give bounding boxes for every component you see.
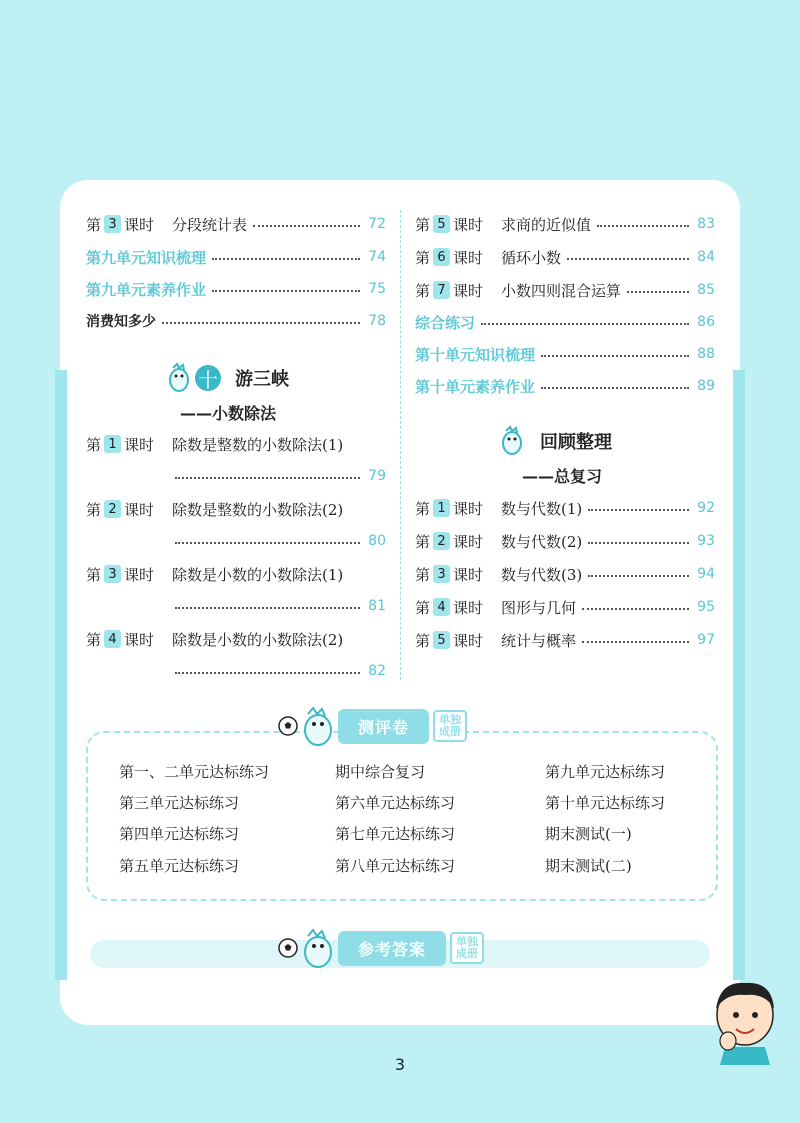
toc-entry[interactable]	[86, 432, 386, 456]
lesson-number-badge: 7	[433, 281, 450, 299]
exam-item[interactable]: 期末测试(二)	[545, 857, 632, 875]
leader-dots	[541, 377, 689, 389]
toc-title: 数与代数(1)	[501, 499, 583, 518]
page-ref: 84	[697, 249, 715, 265]
leader-dots	[175, 597, 360, 609]
page-ref: 80	[368, 533, 386, 549]
lesson-number-badge: 3	[104, 215, 121, 233]
toc-suffix: 课时	[453, 248, 484, 267]
leader-dots	[541, 345, 689, 357]
toc-suffix: 课时	[453, 532, 484, 551]
dinosaur-mascot-icon	[298, 704, 338, 748]
toc-title: 第十单元素养作业	[415, 377, 536, 396]
lesson-number-badge: 1	[104, 435, 121, 453]
leader-dots	[212, 280, 360, 292]
separate-volume-tag: 单独成册	[433, 710, 467, 742]
toc-title: 第九单元素养作业	[86, 280, 207, 299]
review-header	[498, 425, 612, 457]
page-ref: 86	[697, 314, 715, 330]
toc-title: 数与代数(2)	[501, 532, 583, 551]
toc-title: 求商的近似值	[501, 215, 592, 234]
toc-entry[interactable]	[415, 278, 715, 302]
toc-entry[interactable]	[415, 628, 715, 652]
exam-item[interactable]: 第五单元达标练习	[119, 857, 240, 875]
exam-item[interactable]: 第六单元达标练习	[335, 794, 456, 812]
lesson-number-badge: 1	[433, 499, 450, 517]
exam-item[interactable]: 第八单元达标练习	[335, 857, 456, 875]
toc-entry[interactable]	[415, 562, 715, 586]
page-ref: 89	[697, 378, 715, 394]
toc-entry[interactable]	[415, 496, 715, 520]
toc-suffix: 课时	[124, 500, 155, 519]
leader-dots	[627, 281, 689, 293]
leader-dots	[567, 248, 689, 260]
page-ref: 74	[368, 249, 386, 265]
toc-title: 消费知多少	[86, 314, 156, 330]
lesson-number-badge: 6	[433, 248, 450, 266]
toc-title: 第十单元知识梳理	[415, 345, 536, 364]
dinosaur-mascot-icon	[498, 425, 526, 457]
page-ref: 72	[368, 216, 386, 232]
page-ref: 95	[697, 599, 715, 615]
lesson-number-badge: 5	[433, 631, 450, 649]
toc-suffix: 课时	[453, 499, 484, 518]
lesson-number-badge: 4	[433, 598, 450, 616]
toc-title: 分段统计表	[172, 215, 248, 234]
unit-title: 游三峡	[235, 369, 289, 390]
toc-prefix: 第	[415, 215, 431, 234]
page-ref: 85	[697, 282, 715, 298]
lesson-number-badge: 3	[433, 565, 450, 583]
leader-dots	[162, 312, 360, 324]
toc-entry[interactable]	[415, 595, 715, 619]
toc-title: 除数是小数的小数除法(2)	[172, 630, 344, 649]
review-subtitle: ——总复习	[522, 467, 603, 486]
leader-dots	[175, 662, 360, 674]
lesson-number-badge: 3	[104, 565, 121, 583]
exam-ribbon	[278, 704, 467, 748]
toc-suffix: 课时	[453, 565, 484, 584]
lesson-number-badge: 2	[433, 532, 450, 550]
page-ref: 81	[368, 598, 386, 614]
toc-title: 第九单元知识梳理	[86, 248, 207, 267]
toc-prefix: 第	[415, 565, 431, 584]
toc-suffix: 课时	[124, 565, 155, 584]
exam-section-label: 测评卷	[338, 709, 429, 744]
boy-thumbs-up-icon	[700, 975, 790, 1065]
soccer-ball-icon	[278, 938, 298, 958]
page-ref: 79	[368, 468, 386, 484]
toc-title: 循环小数	[501, 248, 562, 267]
exam-item[interactable]: 第九单元达标练习	[545, 763, 666, 781]
page-ref: 75	[368, 281, 386, 297]
toc-entry[interactable]	[86, 245, 386, 269]
toc-prefix: 第	[415, 631, 431, 650]
page-ref: 82	[368, 663, 386, 679]
toc-prefix: 第	[86, 565, 102, 584]
toc-title: 除数是小数的小数除法(1)	[172, 565, 344, 584]
toc-suffix: 课时	[124, 435, 155, 454]
page-ref: 97	[697, 632, 715, 648]
lesson-number-badge: 4	[104, 630, 121, 648]
toc-entry[interactable]	[415, 529, 715, 553]
toc-entry[interactable]	[415, 310, 715, 334]
leader-dots	[481, 313, 689, 325]
toc-title: 统计与概率	[501, 631, 577, 650]
answers-ribbon[interactable]	[278, 926, 484, 970]
toc-entry[interactable]	[415, 374, 715, 398]
toc-entry[interactable]	[86, 277, 386, 301]
toc-entry[interactable]	[86, 309, 386, 333]
separate-volume-tag: 单独成册	[450, 932, 484, 964]
exam-item[interactable]: 第十单元达标练习	[545, 794, 666, 812]
toc-entry-continuation[interactable]	[175, 659, 386, 683]
right-accent-bar	[733, 370, 745, 980]
page-ref: 94	[697, 566, 715, 582]
page-ref: 78	[368, 313, 386, 329]
toc-title: 除数是整数的小数除法(1)	[172, 435, 344, 454]
leader-dots	[588, 565, 689, 577]
review-title: 回顾整理	[540, 432, 612, 453]
page-ref: 88	[697, 346, 715, 362]
page-number: 3	[394, 1055, 406, 1074]
leader-dots	[582, 631, 689, 643]
toc-prefix: 第	[415, 281, 431, 300]
toc-title: 综合练习	[415, 313, 476, 332]
dinosaur-mascot-icon	[165, 362, 193, 394]
leader-dots	[582, 598, 689, 610]
toc-entry-continuation[interactable]	[175, 594, 386, 618]
toc-entry[interactable]	[86, 562, 386, 586]
toc-prefix: 第	[86, 435, 102, 454]
toc-suffix: 课时	[453, 281, 484, 300]
leader-dots	[588, 499, 689, 511]
exam-item[interactable]: 第七单元达标练习	[335, 825, 456, 843]
toc-prefix: 第	[415, 248, 431, 267]
leader-dots	[175, 532, 360, 544]
exam-item[interactable]: 期中综合复习	[335, 763, 426, 781]
unit-subtitle: ——小数除法	[180, 404, 277, 423]
page-ref: 93	[697, 533, 715, 549]
unit-header	[165, 362, 289, 394]
leader-dots	[212, 248, 360, 260]
toc-entry[interactable]	[86, 497, 386, 521]
toc-title: 数与代数(3)	[501, 565, 583, 584]
leader-dots	[597, 215, 689, 227]
toc-entry[interactable]	[415, 245, 715, 269]
toc-prefix: 第	[415, 499, 431, 518]
leader-dots	[253, 215, 360, 227]
unit-number-badge: 十	[195, 365, 221, 391]
leader-dots	[588, 532, 689, 544]
exam-item[interactable]: 第四单元达标练习	[119, 825, 240, 843]
exam-item[interactable]: 第一、二单元达标练习	[119, 763, 270, 781]
toc-title: 除数是整数的小数除法(2)	[172, 500, 344, 519]
toc-prefix: 第	[86, 500, 102, 519]
toc-prefix: 第	[415, 532, 431, 551]
toc-entry-continuation[interactable]	[175, 529, 386, 553]
toc-entry[interactable]	[86, 212, 386, 236]
page-ref: 92	[697, 500, 715, 516]
dinosaur-mascot-icon	[298, 926, 338, 970]
toc-prefix: 第	[86, 215, 102, 234]
soccer-ball-icon	[278, 716, 298, 736]
toc-suffix: 课时	[453, 598, 484, 617]
lesson-number-badge: 2	[104, 500, 121, 518]
exam-item[interactable]: 期末测试(一)	[545, 825, 632, 843]
lesson-number-badge: 5	[433, 215, 450, 233]
toc-prefix: 第	[86, 630, 102, 649]
column-divider	[400, 210, 401, 680]
toc-suffix: 课时	[453, 215, 484, 234]
answers-section-label: 参考答案	[338, 931, 446, 966]
leader-dots	[175, 467, 360, 479]
toc-suffix: 课时	[124, 215, 155, 234]
left-accent-bar	[55, 370, 67, 980]
toc-title: 小数四则混合运算	[501, 281, 622, 300]
toc-entry[interactable]	[415, 342, 715, 366]
toc-title: 图形与几何	[501, 598, 577, 617]
toc-entry[interactable]	[86, 627, 386, 651]
toc-entry[interactable]	[415, 212, 715, 236]
toc-prefix: 第	[415, 598, 431, 617]
toc-entry-continuation[interactable]	[175, 464, 386, 488]
toc-suffix: 课时	[453, 631, 484, 650]
toc-suffix: 课时	[124, 630, 155, 649]
exam-item[interactable]: 第三单元达标练习	[119, 794, 240, 812]
page-ref: 83	[697, 216, 715, 232]
